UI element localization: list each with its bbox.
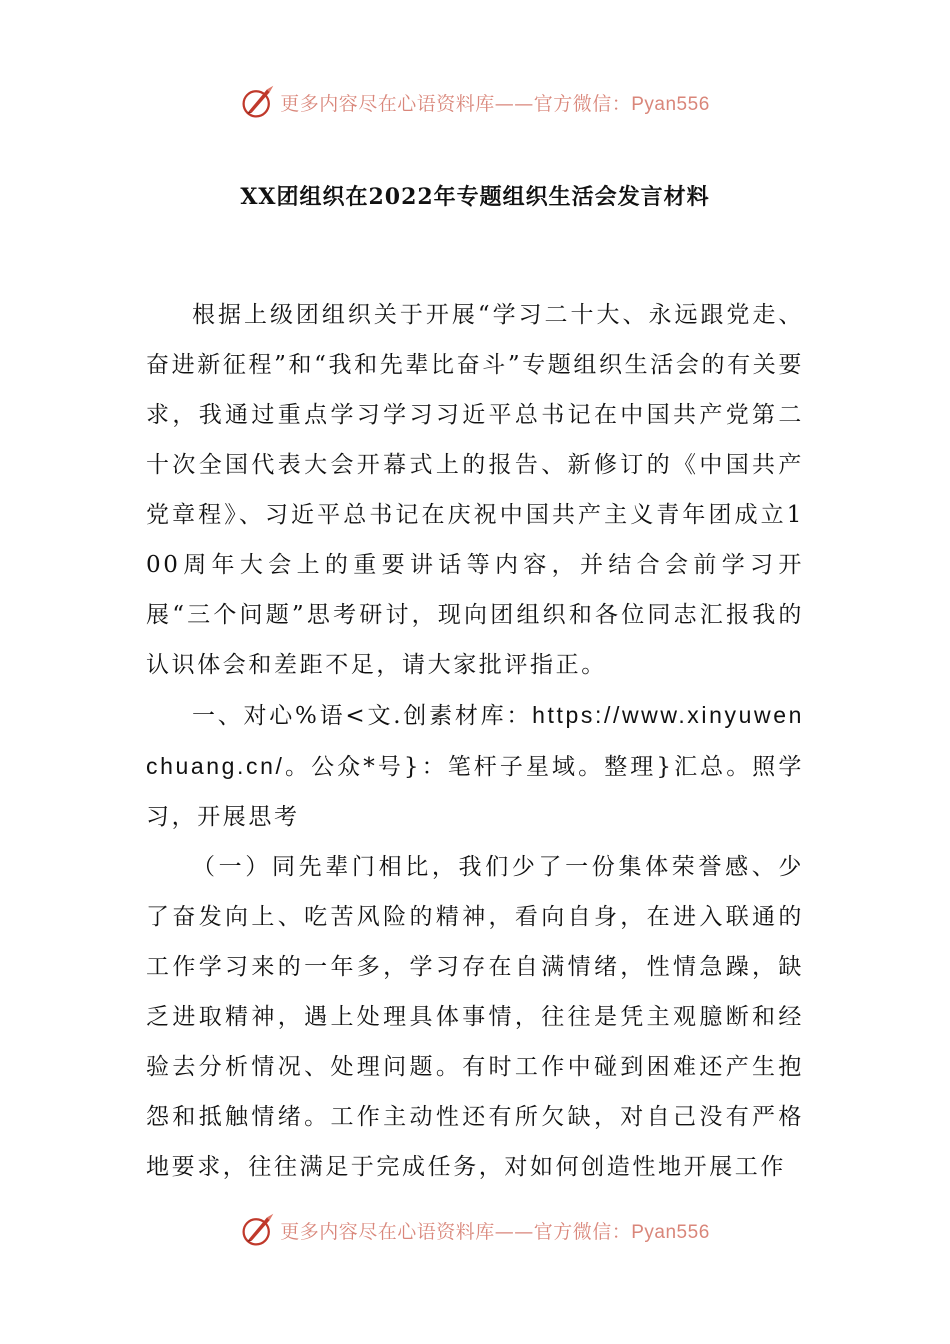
document-title: XX团组织在2022年专题组织生活会发言材料	[240, 184, 710, 210]
footer-watermark-banner	[0, 1208, 950, 1252]
website-link: https://www.xinyuwenchuang.cn/	[146, 702, 804, 779]
watermark-text: 更多内容尽在心语资料库——官方微信：Pyan556	[280, 92, 710, 115]
quill-logo-icon	[240, 84, 276, 120]
intro-paragraph: 根据上级团组织关于开展“学习二十大、永远跟党走、奋进新征程”和“我和先辈比奋斗”专题组织生活会的有关要求，我通过重点学习学习习近平总书记在中国共产党第二十次全国代表大会开幕式上的报告、新修订的《中国共产党章程》、习近平总书记在庆祝中国共产主义青年团成立100周年大会上的重要讲话等内容，并结合会前学习开展“三个问题”思考研讨，现向团组织和各位同志汇报我的认识体会和差距不足，请大家批评指正。	[146, 302, 804, 678]
quill-logo-icon	[240, 1212, 276, 1248]
document-body	[146, 290, 804, 1192]
section-heading: 一、对心%语<文.创素材库：https://www.xinyuwenchuang.cn/。公众*号}：笔杆子星域。整理}汇总。照学习，开展思考	[146, 702, 804, 830]
header-watermark-banner	[0, 80, 950, 124]
watermark-text: 更多内容尽在心语资料库——官方微信：Pyan556	[280, 1220, 710, 1243]
section-one-paragraph: （一）同先辈门相比，我们少了一份集体荣誉感、少了奋发向上、吃苦风险的精神，看向自身，在进入联通的工作学习来的一年多，学习存在自满情绪，性情急躁，缺乏进取精神，遇上处理具体事情，往往是凭主观臆断和经验去分析情况、处理问题。有时工作中碰到困难还产生抱怨和抵触情绪。工作主动性还有所欠缺，对自己没有严格地要求，往往满足于完成任务，对如何创造性地开展工作	[146, 854, 804, 1180]
